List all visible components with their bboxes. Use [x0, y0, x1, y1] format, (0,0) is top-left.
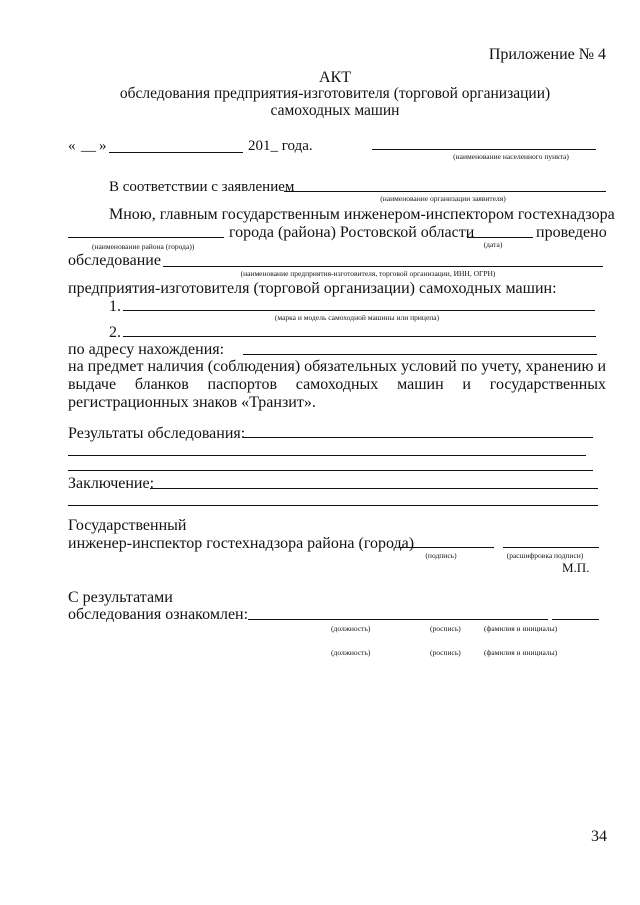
signature-sign-caption: (подпись): [425, 551, 457, 560]
conclusion-line-2: [68, 505, 598, 506]
acquaint-name-caption-1: (фамилия и инициалы): [484, 624, 558, 633]
inspection-word: обследование: [68, 252, 161, 269]
enterprise-line: предприятия-изготовителя (торговой организации) самоходных машин:: [68, 280, 557, 297]
district-line: [68, 237, 224, 238]
performed-word: проведено: [536, 224, 607, 241]
acquaint-line-tail: [552, 619, 599, 620]
signature-decode-line: [503, 547, 599, 548]
acquaint-name-caption-2: (фамилия и инициалы): [484, 648, 558, 657]
district-caption: (наименование района (города)): [92, 242, 195, 251]
acquaint-line-1: С результатами: [68, 589, 173, 606]
results-line-3: [68, 470, 593, 471]
statement-prefix: В соответствии с заявлением: [109, 179, 295, 195]
applicant-line: [284, 191, 606, 192]
results-label: Результаты обследования:: [68, 425, 246, 442]
purpose-line-3: регистрационных знаков «Транзит».: [68, 394, 316, 411]
signature-decode-caption: (расшифровка подписи): [506, 551, 584, 560]
date-caption: (дата): [483, 240, 503, 249]
acquaint-sign-caption-1: (роспись): [430, 624, 461, 633]
acquaint-line-2: обследования ознакомлен:: [68, 606, 249, 623]
document-subtitle-2: самоходных машин: [270, 102, 400, 119]
signature-line-2: инженер-инспектор гостехнадзора района (города): [68, 535, 415, 552]
settlement-caption: (наименование населенного пункта): [453, 152, 569, 161]
document-subtitle-1: обследования предприятия-изготовителя (торговой организации): [119, 85, 551, 102]
acquaint-position-caption-1: (должность): [331, 624, 371, 633]
page-number: 34: [591, 828, 607, 845]
results-line-1: [243, 437, 593, 438]
results-line-2: [68, 455, 586, 456]
address-line: [243, 354, 597, 355]
date-blank-line: [467, 237, 533, 238]
organization-line: [163, 266, 603, 267]
item-1-line: [123, 310, 595, 311]
conclusion-line-1: [150, 488, 598, 489]
signature-line-1: Государственный: [68, 517, 187, 534]
acquaint-sign-caption-2: (роспись): [430, 648, 461, 657]
purpose-line-1: на предмет наличия (соблюдения) обязательных условий по учету, хранению и: [68, 358, 607, 375]
address-label: по адресу нахождения:: [68, 341, 225, 358]
item-1-number: 1.: [109, 298, 121, 315]
date-open-quote: «: [68, 138, 76, 154]
date-year: 201_ года.: [248, 138, 313, 154]
date-day-blank: __: [81, 138, 96, 154]
settlement-line: [372, 149, 596, 150]
signature-sign-line: [398, 547, 494, 548]
item-2-line: [123, 336, 596, 337]
organization-caption: (наименование предприятия-изготовителя, торговой организации, ИНН, ОГРН): [240, 269, 496, 278]
conclusion-label: Заключение:: [68, 475, 155, 492]
region-text: города (района) Ростовской области: [229, 224, 475, 241]
document-title: АКТ: [319, 69, 351, 86]
appendix-number: Приложение № 4: [488, 46, 606, 63]
stamp-placeholder: М.П.: [562, 560, 590, 575]
acquaint-line-main: [248, 619, 548, 620]
acquaint-position-caption-2: (должность): [331, 648, 371, 657]
date-month-line: [109, 152, 243, 153]
purpose-line-2: выдаче бланков паспортов самоходных машин и государственных: [68, 376, 606, 393]
inspector-line: Мною, главным государственным инженером-инспектором гостехнадзора: [109, 206, 615, 223]
applicant-caption: (наименование организации заявителя): [380, 194, 506, 203]
date-close-quote: »: [99, 138, 107, 154]
item-2-number: 2.: [109, 324, 121, 341]
machine-caption: (марка и модель самоходной машины или прицепа): [274, 313, 440, 322]
